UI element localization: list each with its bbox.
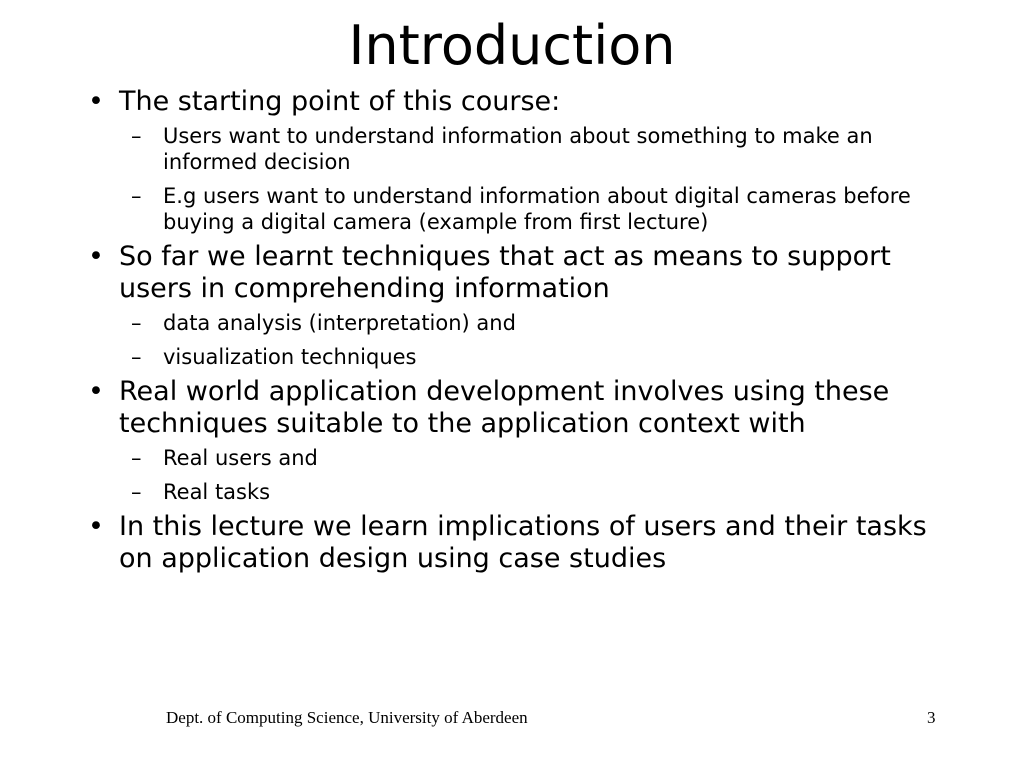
bullet-text: So far we learnt techniques that act as means to support users in comprehending information (119, 241, 891, 304)
bullet-list (88, 86, 938, 575)
bullet-text: Real world application development involves using these techniques suitable to the application context with (119, 376, 890, 439)
dash-marker: – (131, 345, 142, 369)
bullet-item (88, 86, 938, 235)
sub-bullet-text: Users want to understand information about something to make an informed decision (163, 124, 873, 174)
sub-bullet-text: Real users and (163, 446, 318, 470)
sub-bullet-list (119, 310, 938, 370)
dash-marker: – (131, 480, 142, 504)
sub-bullet-text: visualization techniques (163, 345, 417, 369)
sub-bullet-item (119, 123, 938, 175)
sub-bullet-item (119, 310, 938, 336)
bullet-item (88, 511, 938, 575)
footer-institution: Dept. of Computing Science, University of Aberdeen (166, 708, 528, 727)
sub-bullet-text: data analysis (interpretation) and (163, 311, 516, 335)
sub-bullet-item (119, 344, 938, 370)
bullet-text: In this lecture we learn implications of users and their tasks on application design using case studies (119, 511, 927, 574)
sub-bullet-list (119, 123, 938, 235)
sub-bullet-text: Real tasks (163, 480, 271, 504)
dash-marker: – (131, 446, 142, 470)
slide-title: Introduction (348, 14, 676, 77)
bullet-marker: • (88, 241, 104, 272)
page-number: 3 (927, 708, 936, 727)
bullet-item (88, 241, 938, 370)
bullet-marker: • (88, 86, 104, 117)
dash-marker: – (131, 184, 142, 208)
sub-bullet-list (119, 445, 938, 505)
dash-marker: – (131, 311, 142, 335)
sub-bullet-item (119, 445, 938, 471)
bullet-marker: • (88, 376, 104, 407)
bullet-text: The starting point of this course: (119, 86, 561, 117)
sub-bullet-item (119, 479, 938, 505)
bullet-marker: • (88, 511, 104, 542)
dash-marker: – (131, 124, 142, 148)
sub-bullet-text: E.g users want to understand information about digital cameras before buying a digital camera (example from first lecture) (163, 184, 911, 234)
sub-bullet-item (119, 183, 938, 235)
bullet-item (88, 376, 938, 505)
